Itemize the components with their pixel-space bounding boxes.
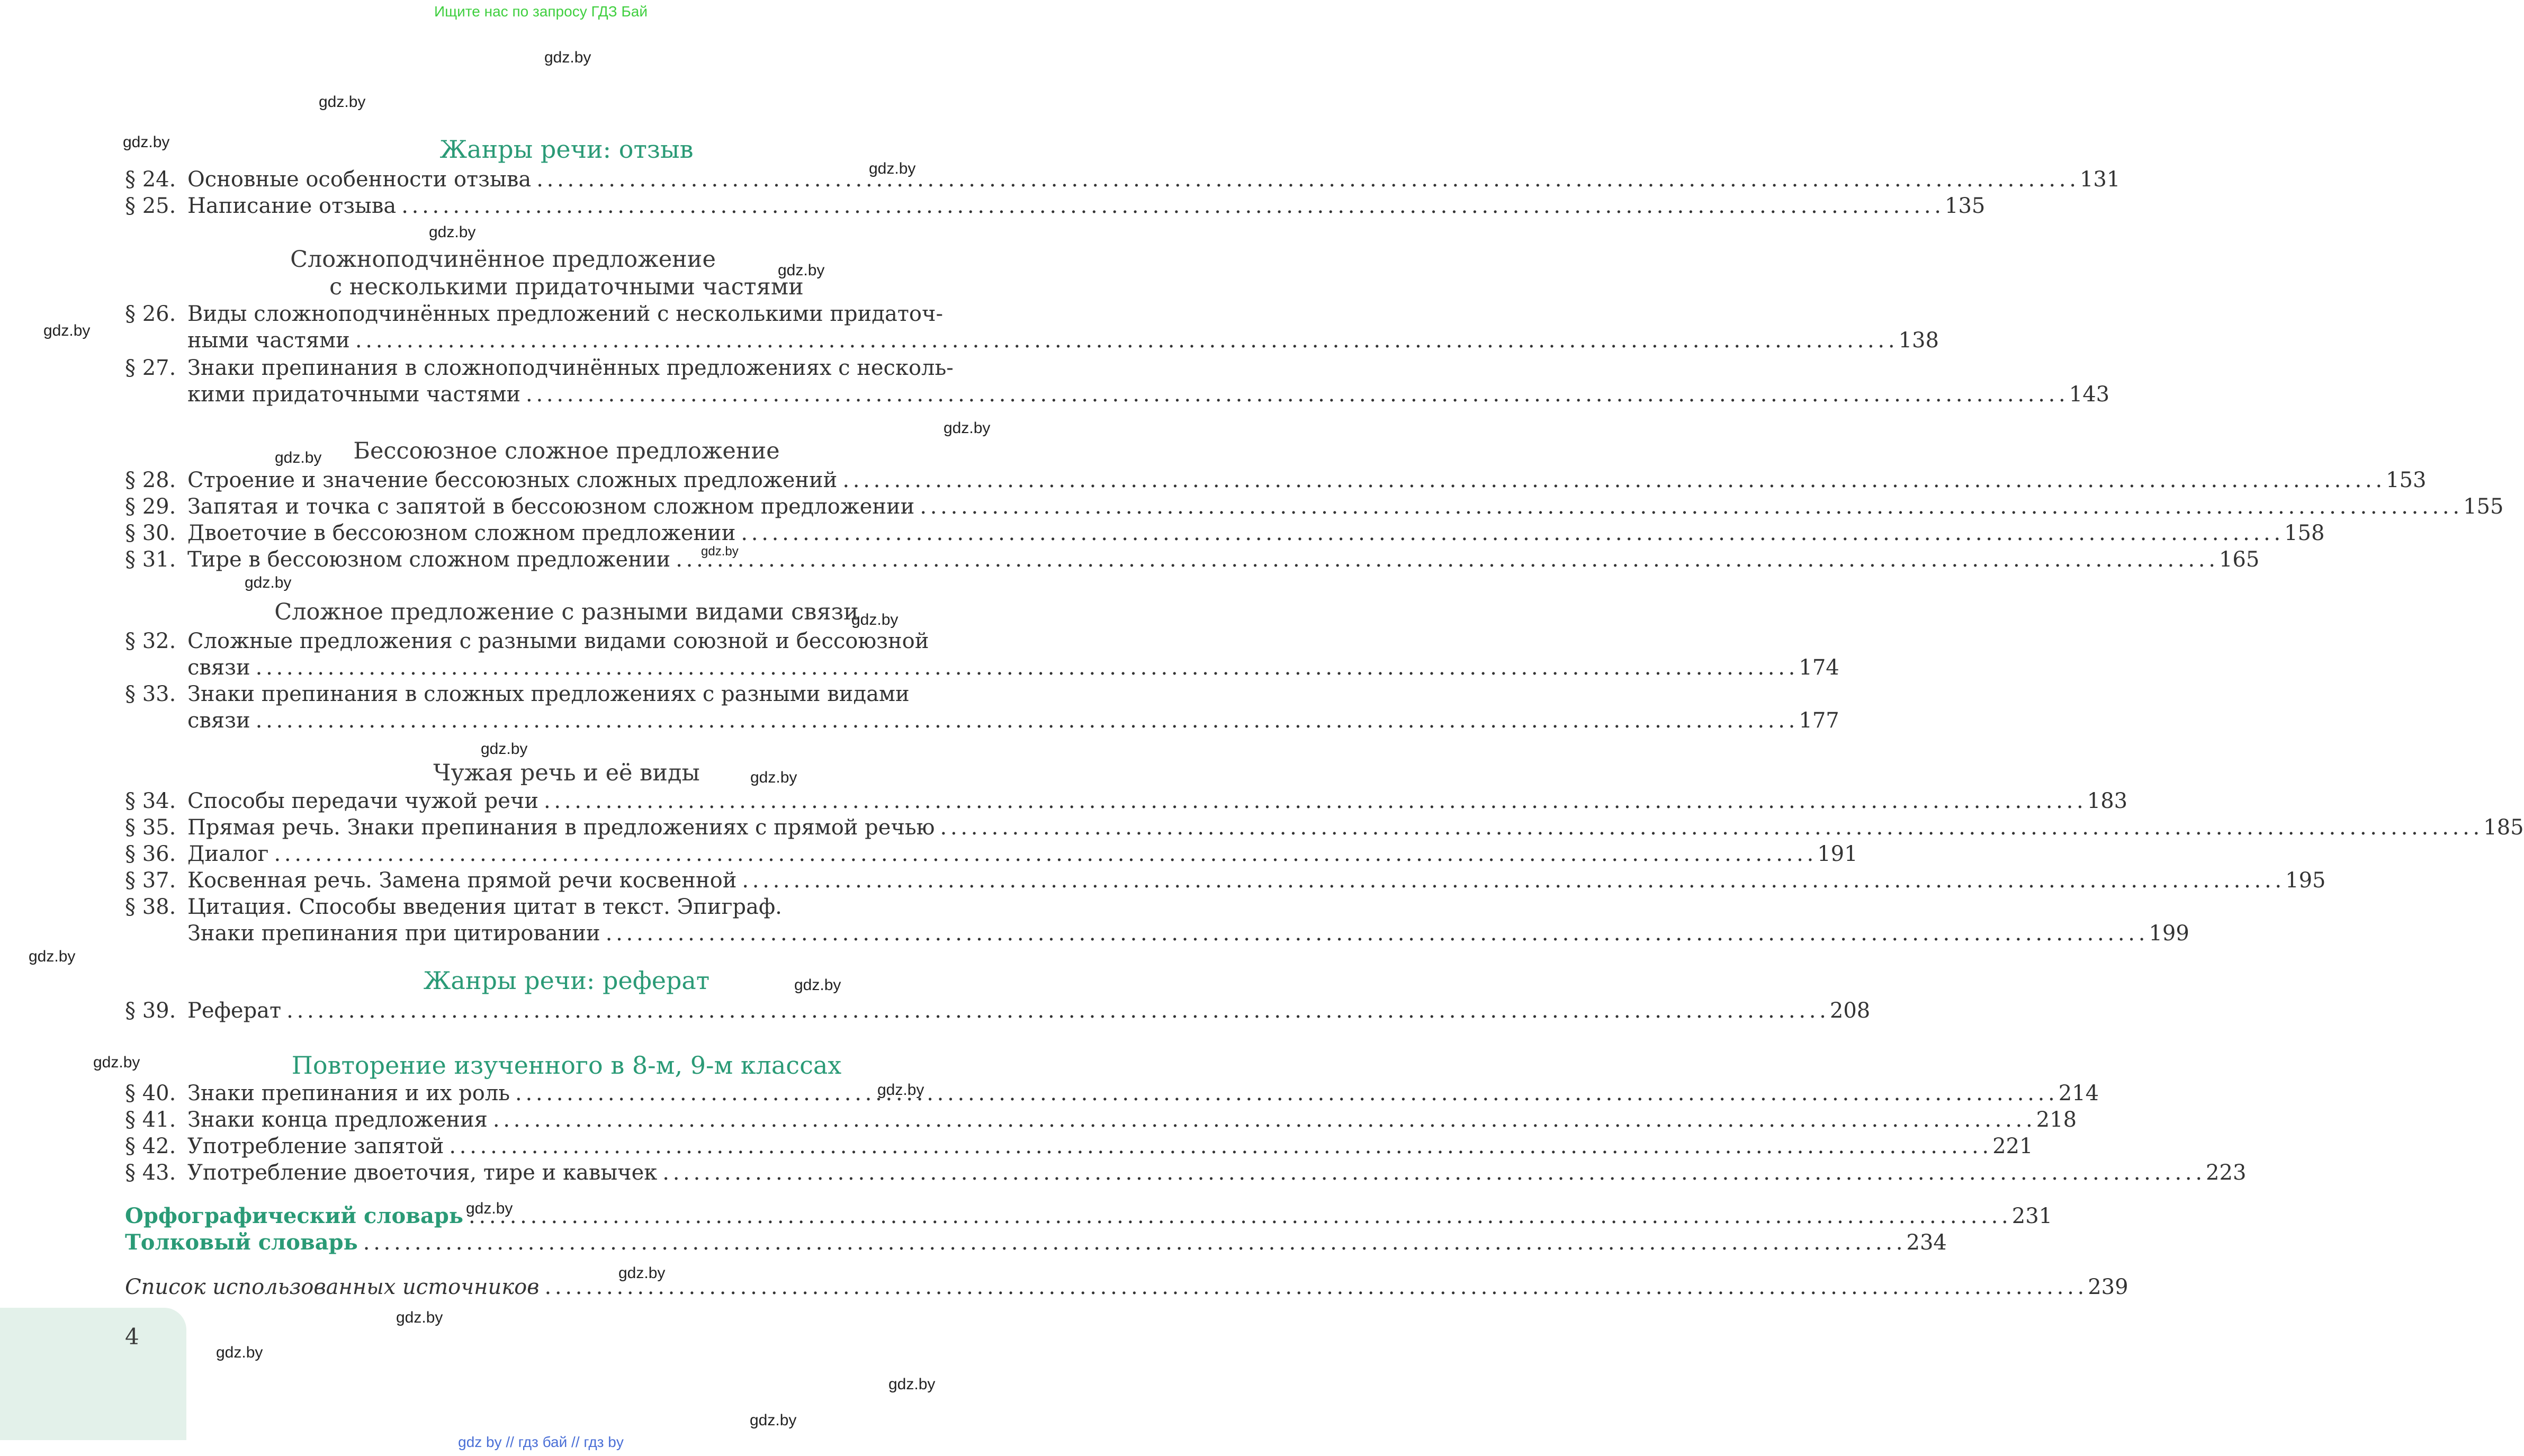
entry-title-line2: кими придаточными частями	[187, 382, 521, 407]
leader-dots	[526, 381, 2064, 408]
toc-entry-orthographic-dictionary[interactable]	[125, 1203, 2053, 1229]
toc-entry-41[interactable]	[125, 1107, 2077, 1133]
leader-dots	[256, 707, 1794, 734]
toc-entry-25[interactable]	[125, 193, 1986, 219]
leader-dots	[741, 520, 2279, 546]
entry-number: § 26.	[125, 302, 176, 326]
watermark: gdz.by	[794, 976, 841, 994]
leader-dots	[493, 1107, 2031, 1133]
watermark: gdz.by	[466, 1200, 513, 1217]
entry-title: Способы передачи чужой речи	[187, 789, 538, 813]
toc-entry-26[interactable]	[125, 301, 1939, 354]
entry-page: 223	[2206, 1161, 2247, 1185]
entry-page: 208	[1829, 999, 1871, 1023]
entry-title-line2: связи	[187, 708, 250, 733]
toc-entry-38[interactable]	[125, 894, 2189, 947]
entry-title-line1: Знаки препинания в сложных предложениях с разными видами	[187, 682, 910, 706]
entry-page: 185	[2483, 815, 2524, 840]
entry-page: 131	[2079, 167, 2121, 192]
toc-entry-31[interactable]	[125, 546, 2260, 573]
toc-entry-32[interactable]	[125, 628, 1839, 681]
watermark: gdz.by	[396, 1309, 443, 1326]
leader-dots	[515, 1080, 2053, 1107]
toc-entry-33[interactable]	[125, 681, 1839, 734]
entry-number: § 30.	[125, 521, 176, 545]
watermark: gdz.by	[544, 49, 591, 66]
leader-dots	[355, 327, 1893, 354]
entry-title-line1: Знаки препинания в сложноподчинённых предложениях с несколь-	[187, 356, 954, 380]
entry-page: 143	[2069, 382, 2110, 407]
toc-entry-34[interactable]	[125, 788, 2128, 814]
leader-dots	[842, 467, 2381, 493]
entry-title: Толковый словарь	[125, 1230, 358, 1255]
entry-title-line1: Сложные предложения с разными видами союзной и бессоюзной	[187, 629, 929, 653]
toc-entry-35[interactable]	[125, 814, 2524, 841]
entry-page: 234	[1906, 1230, 1947, 1255]
section-heading-review-8-9: Повторение изученного в 8-м, 9-м классах	[291, 1051, 842, 1080]
entry-title: Употребление двоеточия, тире и кавычек	[187, 1161, 658, 1185]
leader-dots	[449, 1133, 1987, 1160]
entry-title: Косвенная речь. Замена прямой речи косвенной	[187, 868, 737, 893]
toc-entry-30[interactable]	[125, 520, 2325, 546]
watermark: gdz.by	[93, 1054, 140, 1071]
entry-number: § 28.	[125, 468, 176, 492]
section-heading-mixed-links: Сложное предложение с разными видами связи	[274, 599, 859, 625]
watermark: gdz.by	[618, 1264, 666, 1282]
watermark: gdz.by	[944, 419, 991, 437]
entry-number: § 40.	[125, 1081, 176, 1106]
entry-title: Двоеточие в бессоюзном сложном предложении	[187, 521, 736, 545]
leader-dots	[544, 1274, 2082, 1300]
entry-number: § 34.	[125, 789, 176, 813]
entry-page: 138	[1898, 328, 1939, 353]
entry-number: § 41.	[125, 1108, 176, 1132]
entry-page: 199	[2149, 921, 2189, 946]
section-heading-complex-subordinate-1: Сложноподчинённое предложение	[290, 246, 716, 273]
watermark: gdz.by	[245, 574, 292, 591]
leader-dots	[363, 1229, 1901, 1256]
toc-entry-explanatory-dictionary[interactable]	[125, 1229, 1947, 1256]
entry-number: § 24.	[125, 167, 176, 192]
entry-title: Запятая и точка с запятой в бессоюзном сложном предложении	[187, 495, 915, 519]
toc-entry-42[interactable]	[125, 1133, 2033, 1160]
watermark: gdz.by	[750, 1412, 797, 1429]
toc-entry-43[interactable]	[125, 1160, 2247, 1186]
entry-page: 218	[2036, 1108, 2077, 1132]
entry-title: Прямая речь. Знаки препинания в предложениях с прямой речью	[187, 815, 935, 840]
section-heading-reported-speech: Чужая речь и её виды	[433, 760, 700, 786]
entry-number: § 39.	[125, 999, 176, 1023]
entry-number: § 27.	[125, 356, 176, 380]
watermark: gdz.by	[43, 322, 91, 339]
watermark: gdz.by	[851, 611, 899, 628]
entry-number: § 42.	[125, 1134, 176, 1158]
section-heading-review: Жанры речи: отзыв	[439, 135, 694, 164]
entry-title: Реферат	[187, 999, 282, 1023]
entry-number: § 38.	[125, 895, 176, 919]
entry-page: 174	[1799, 655, 1839, 680]
entry-page: 153	[2386, 468, 2427, 492]
entry-title-line2: Знаки препинания при цитировании	[187, 921, 600, 946]
watermark: gdz.by	[888, 1376, 936, 1393]
watermark: gdz.by	[29, 948, 76, 965]
leader-dots	[256, 654, 1794, 681]
leader-dots	[401, 193, 1939, 219]
entry-page: 191	[1817, 842, 1858, 866]
entry-page: 231	[2011, 1204, 2053, 1228]
entry-number: § 36.	[125, 842, 176, 866]
entry-number: § 37.	[125, 868, 176, 893]
entry-title: Употребление запятой	[187, 1134, 444, 1158]
watermark: gdz.by	[750, 769, 797, 786]
entry-number: § 43.	[125, 1161, 176, 1185]
toc-entry-29[interactable]	[125, 493, 2504, 520]
toc-entry-28[interactable]	[125, 467, 2427, 493]
page-corner-decoration	[0, 1308, 186, 1440]
entry-title-line1: Цитация. Способы введения цитат в текст. Эпиграф.	[187, 895, 782, 919]
entry-title: Строение и значение бессоюзных сложных предложений	[187, 468, 838, 492]
entry-page: 221	[1992, 1134, 2033, 1158]
entry-title: Написание отзыва	[187, 194, 397, 218]
entry-page: 158	[2284, 521, 2325, 545]
leader-dots	[544, 788, 2082, 814]
entry-title-line2: ными частями	[187, 328, 350, 353]
leader-dots	[286, 997, 1825, 1024]
watermark: gdz.by	[481, 740, 528, 758]
entry-number: § 25.	[125, 194, 176, 218]
toc-entry-37[interactable]	[125, 867, 2326, 894]
entry-page: 183	[2087, 789, 2128, 813]
toc-entry-sources[interactable]	[125, 1274, 2128, 1300]
entry-title: Тире в бессоюзном сложном предложении	[187, 547, 671, 572]
entry-page: 195	[2285, 868, 2326, 893]
leader-dots	[536, 166, 2074, 193]
entry-page: 214	[2058, 1081, 2099, 1106]
leader-dots	[920, 493, 2458, 520]
toc-entry-36[interactable]	[125, 841, 1858, 867]
top-banner[interactable]: Ищите нас по запросу ГДЗ Бай	[434, 3, 648, 20]
entry-number: § 31.	[125, 547, 176, 572]
entry-title: Диалог	[187, 842, 269, 866]
entry-number: § 35.	[125, 815, 176, 840]
footer-links[interactable]: gdz by // гдз бай // гдз by	[458, 1434, 624, 1450]
leader-dots	[274, 841, 1812, 867]
watermark: gdz.by	[319, 93, 366, 111]
entry-page: 177	[1799, 708, 1839, 733]
entry-title: Основные особенности отзыва	[187, 167, 532, 192]
watermark: gdz.by	[216, 1344, 263, 1361]
section-heading-asyndetic: Бессоюзное сложное предложение	[353, 438, 780, 464]
entry-title: Знаки препинания и их роль	[187, 1081, 510, 1106]
entry-title-line2: связи	[187, 655, 250, 680]
entry-number: § 29.	[125, 495, 176, 519]
toc-entry-24[interactable]	[125, 166, 2121, 193]
watermark: gdz.by	[701, 544, 739, 559]
watermark: gdz.by	[877, 1081, 924, 1099]
entry-title: Орфографический словарь	[125, 1203, 464, 1228]
leader-dots	[469, 1203, 2007, 1229]
leader-dots	[662, 1160, 2200, 1186]
watermark: gdz.by	[778, 262, 825, 279]
leader-dots	[676, 546, 2214, 573]
section-heading-abstract: Жанры речи: реферат	[423, 966, 710, 995]
toc-entry-27[interactable]	[125, 355, 2110, 408]
watermark: gdz.by	[275, 449, 322, 466]
leader-dots	[940, 814, 2478, 841]
entry-number: § 33.	[125, 682, 176, 706]
entry-number: § 32.	[125, 629, 176, 653]
leader-dots	[742, 867, 2280, 894]
entry-page: 135	[1945, 194, 1986, 218]
toc-entry-39[interactable]	[125, 997, 1871, 1024]
entry-page: 239	[2088, 1275, 2128, 1299]
toc-entry-40[interactable]	[125, 1080, 2099, 1107]
watermark: gdz.by	[123, 133, 170, 151]
section-heading-complex-subordinate-2: с несколькими придаточными частями	[329, 274, 804, 300]
entry-page: 155	[2463, 495, 2504, 519]
entry-title: Знаки конца предложения	[187, 1108, 488, 1132]
entry-page: 165	[2218, 547, 2260, 572]
watermark: gdz.by	[429, 223, 476, 241]
page-number: 4	[125, 1324, 139, 1350]
entry-title-line1: Виды сложноподчинённых предложений с несколькими придаточ-	[187, 302, 943, 326]
entry-title: Список использованных источников	[125, 1275, 540, 1299]
watermark: gdz.by	[869, 160, 916, 177]
leader-dots	[606, 920, 2144, 947]
